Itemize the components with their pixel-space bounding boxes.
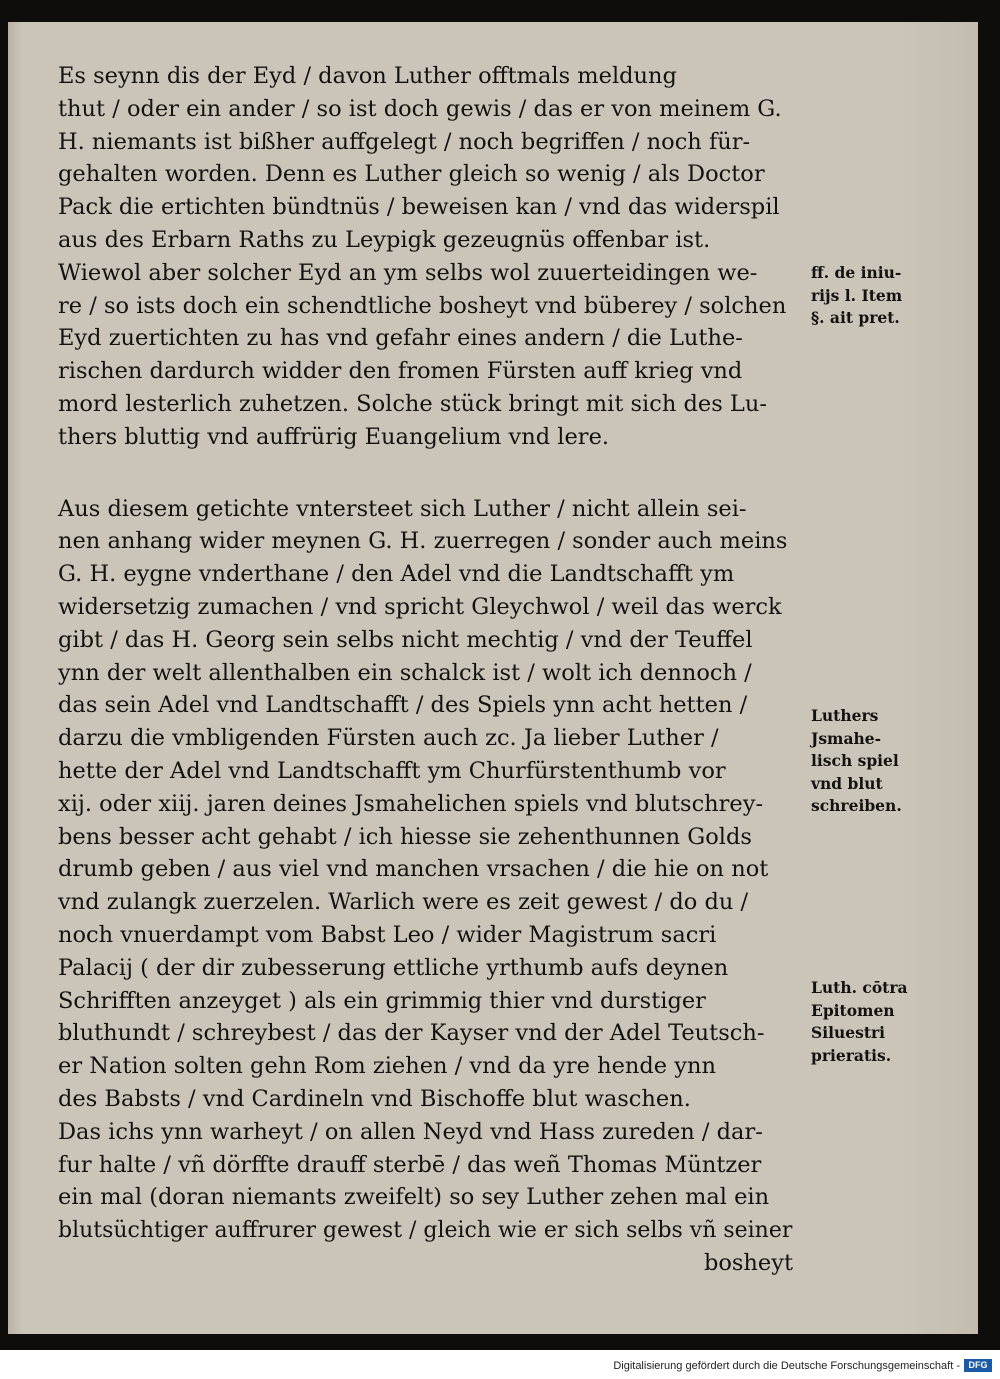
text-line: rischen dardurch widder den fromen Fürsten auff krieg vnd [58,358,743,385]
text-line: ein mal (doran niemants zweifelt) so sey Luther zehen mal ein [58,1184,770,1211]
text-line: Es seynn dis der Eyd / davon Luther offtmals meldung [58,63,677,89]
paragraph-2 [58,493,793,1280]
margin-note-line: Luthers [811,706,879,725]
margin-note-line: rijs l. Item [811,285,903,305]
text-line: re / so ists doch ein schendtliche bosheyt vnd büberey / solchen [58,292,787,319]
text-line: Schrifften anzeyget ) als ein grimmig thier vnd durstiger [58,987,706,1014]
text-line: gibt / das H. Georg sein selbs nicht mechtig / vnd der Teuffel [58,626,753,653]
text-line: vnd zulangk zuerzelen. Warlich were es zeit gewest / do du / [58,889,749,916]
margin-note-line: Jsmahe- [811,728,882,748]
text-line: Das ichs ynn warheyt / on allen Neyd vnd Hass zureden / dar- [58,1118,763,1145]
text-line: mord lesterlich zuhetzen. Solche stück bringt mit sich des Lu- [58,390,767,417]
text-line: Aus diesem getichte vntersteet sich Luther / nicht allein sei- [58,495,747,522]
margin-note-line: §. ait pret. [811,308,900,327]
text-line: noch vnuerdampt vom Babst Leo / wider Magistrum sacri [58,921,717,948]
margin-note-2 [811,705,902,818]
text-line: Palacij ( der dir zubesserung ettliche yrthumb aufs deynen [58,954,729,981]
text-line: drumb geben / aus viel vnd manchen vrsachen / die hie on not [58,856,769,883]
text-line: aus des Erbarn Raths zu Leypigk gezeugnüs offenbar ist. [58,226,711,253]
text-line: gehalten worden. Denn es Luther gleich so wenig / als Doctor [58,161,765,188]
text-line: thut / oder ein ander / so ist doch gewis / das er von meinem G. [58,95,782,122]
main-text-block [58,60,793,1280]
text-line: darzu die vmbligenden Fürsten auch zc. Ja lieber Luther / [58,725,719,752]
text-line: Wiewol aber solcher Eyd an ym selbs wol zuuerteidingen we- [58,259,758,286]
text-line: des Babsts / vnd Cardineln vnd Bischoffe blut waschen. [58,1085,691,1112]
text-line: bluthundt / schreybest / das der Kayser vnd der Adel Teutsch- [58,1020,765,1047]
margin-note-line: schreiben. [811,796,902,815]
text-line: widersetzig zumachen / vnd spricht Gleychwol / weil das werck [58,593,782,620]
funding-notice: Digitalisierung gefördert durch die Deutsche Forschungsgemeinschaft - [613,1360,960,1372]
text-line: xij. oder xiij. jaren deines Jsmahelichen spiels vnd blutschrey- [58,790,764,817]
paragraph-gap [58,454,793,493]
text-line: Pack die ertichten bündtnüs / beweisen kan / vnd das widerspil [58,194,780,221]
text-line: bens besser acht gehabt / ich hiesse sie zehenthunnen Golds [58,823,752,850]
margin-note-line: Epitomen [811,1000,895,1020]
margin-note-line: Luth. cōtra [811,978,908,997]
margin-note-1 [811,262,902,330]
margin-note-3 [811,977,908,1067]
text-line: er Nation solten gehn Rom ziehen / vnd da yre hende ynn [58,1053,716,1080]
text-line: ynn der welt allenthalben ein schalck ist / wolt ich dennoch / [58,659,752,686]
text-line: G. H. eygne vnderthane / den Adel vnd die Landtschafft ym [58,561,735,588]
paragraph-1 [58,60,793,454]
text-line: nen anhang wider meynen G. H. zuerregen / sonder auch meins [58,528,788,555]
text-line: hette der Adel vnd Landtschafft ym Churfürstenthumb vor [58,757,726,784]
margin-note-line: vnd blut [811,773,883,793]
catchword: bosheyt [703,1249,793,1276]
margin-note-line: lisch spiel [811,751,899,770]
text-line: blutsüchtiger auffrurer gewest / gleich wie er sich selbs vñ seiner [58,1217,793,1244]
margin-note-line: prieratis. [811,1045,892,1065]
footer-bar [0,1350,1000,1379]
margin-note-line: Siluestri [811,1023,886,1042]
text-line: thers bluttig vnd auffrürig Euangelium vnd lere. [58,423,610,450]
margin-note-line: ff. de iniu- [811,263,902,282]
text-line: H. niemants ist bißher auffgelegt / noch begriffen / noch für- [58,128,751,155]
book-page [8,22,978,1334]
text-line: fur halte / vñ dörffte drauff sterbē / das weñ Thomas Müntzer [58,1151,762,1178]
dfg-logo: DFG [964,1359,992,1372]
text-line: das sein Adel vnd Landtschafft / des Spiels ynn acht hetten / [58,692,748,719]
text-line: Eyd zuertichten zu has vnd gefahr eines andern / die Luthe- [58,325,743,352]
